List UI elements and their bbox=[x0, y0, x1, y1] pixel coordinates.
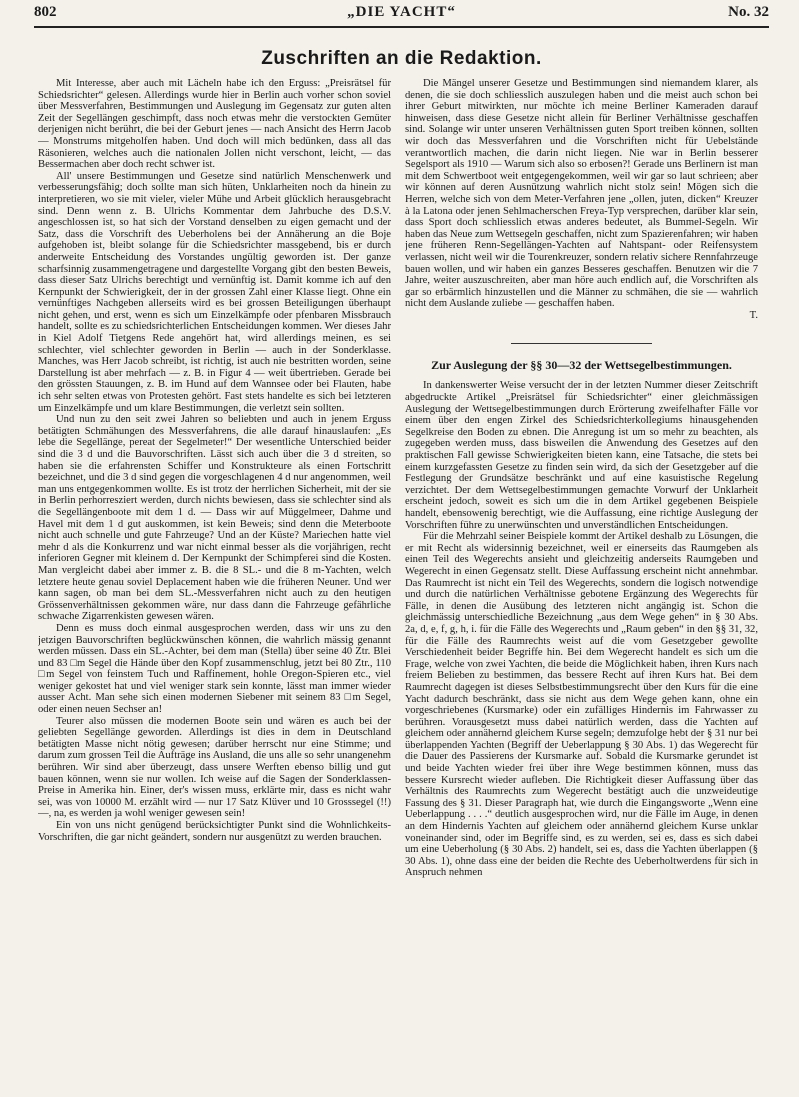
section-heading: Zur Auslegung der §§ 30—32 der Wettsegelbestimmungen. bbox=[431, 358, 732, 373]
paragraph: Die Mängel unserer Gesetze und Bestimmungen sind niemandem klarer, als denen, die sie doch schliesslich auszulegen haben und die meist auch schon bei ihrer Geburt mitwirkten, nur möchte ich meine Berliner Kameraden darauf hinweisen, dass diese Gesetze nicht allein für Berliner Verhältnisse geschaffen sind. Solange wir unter unseren Verhältnissen guten Sport treiben können, sollten wir doch das Messverfahren und die Vorschriften nicht für Uebelstände verantwortlich machen, die darin nicht liegen. Nie war in Berlin besserer Segelsport als 1910 — Warum sich also so erbosen?! Gerade uns Berlinern ist man mit dem Schwertboot weit entgegengekommen, weil wir gar so laut schrieen; aber wir können auf deren Ausnützung wahrlich nicht stolz sein! Mögen sich die Herren, welche sich von dem Meter-Verfahren jene „ollen, juten, dicken“ Kreuzer à la Latona oder jenen Sehlmacherschen Freya-Typ versprechen, darüber klar sein, dass Sport doch schliesslich etwas anderes bedeutet, als Bummel-Segeln. Wir haben das Neue zum Wettsegeln geschaffen, nicht zum Spazierenfahren; wir haben jene früheren Renn-Segellängen-Yachten auf Nahtspant- oder Reifensystem verlassen, nicht weil wir die Tourenkreuzer, sondern relativ sichere Rennfahrzeuge bauen wollen, und wir haben ein ganzes Besseres geschaffen. Benutzen wir die 7 Jahre, weiter auszuschreiten, aber man höre auch endlich auf, die Vorschriften als gar so erbärmlich hinzustellen und die Männer zu schmähen, die sie — wahrlich nicht dem Auslande zuliebe — geschaffen haben. bbox=[405, 78, 758, 310]
page-header bbox=[34, 4, 769, 26]
paragraph: Mit Interesse, aber auch mit Lächeln habe ich den Erguss: „Preisrätsel für Schiedsrichter“ gelesen. Allerdings wurde hier in Berlin auch vorher schon soviel über Messverfahren, Bestimmungen und Auslegung im Gegensatz zur guten alten Zeit der Segellängen geschimpft, dass noch etwas mehr die verstockten Gemüter derjenigen nicht berührt, die bei der Geburt jenes — nach Ansicht des Herrn Jacob — Monstrums mitgeholfen haben. Und doch will mich bedünken, dass all das Räsonieren, welches auch die nationalen Jollen nicht verschont, leicht, — das Bessermachen aber doch recht schwer ist. bbox=[38, 78, 391, 171]
page-title: Zuschriften an die Redaktion. bbox=[261, 48, 542, 69]
left-column bbox=[38, 78, 391, 1090]
paragraph: Und nun zu den seit zwei Jahren so beliebten und auch in jenem Erguss betätigten Schmähungen des Messverfahrens, die alle darauf hinauslaufen: „Es lebe die Segellänge, pereat der Segelmeter!“ Der wesentliche Unterschied beider sind die 3 d und die Bauvorschriften. Lässt sich auch über die 3 d streiten, so haben sie die erfahrensten Schiffer und Konstrukteure als einen Fortschritt bezeichnet, und die 3 d sind gegen die vorgeschlagenen 4 d nur angenommen, weil man uns entgegenkommen wollte. Es ist trotz der herrlichen Sicherheit, mit der sie in Berlin perhorresziert werden, durch nichts bewiesen, dass sie schlechter sind als die Segellängenboote mit dem 1 d. — Dass wir auf Müggelmeer, Dahme und Havel mit dem 1 d gut auskommen, ist kein Beweis; sind denn die Meterboote nicht auch schnelle und gute Fahrzeuge? Und an der Küste? Mariechen hatte viel mehr d als die Konkurrenz und war nicht einmal besser als die vorjährigen, recht inferioren Gegner mit kleinem d. Der Kernpunkt der Schimpferei sind die Kosten. Man vergleicht dabei aber immer z. B. die 8 SL.- und die 8 m-Yachten, welch letztere heute genau soviel Deplacement haben wie die früheren Neuner. Und wer kann sagen, ob man bei dem SL.-Messverfahren nicht auch zu den heutigen Grössenverhältnissen gekommen wäre, nur dass dann die Fahrzeuge gefährliche schwache Zigarrenkisten gewesen wären. bbox=[38, 414, 391, 623]
issue-number: No. 32 bbox=[728, 4, 769, 20]
page-number: 802 bbox=[34, 4, 57, 20]
paragraph: Teurer also müssen die modernen Boote sein und wären es auch bei der geliebten Segellänge geworden. Allerdings ist dies in dem in Deutschland betätigten Masse nicht nötig gewesen; darüber herrscht nur eine Stimme; und darum zum grossen Teil die Aufträge ins Ausland, die uns alle so sehr unangenehm berühren. Wir sind aber überzeugt, dass unsere Werften ebenso billig und gut bauen können, wenn sie nur wollen. Ich weise auf die Sagen der Sonderklassen-Preise in Amerika hin. Einer, der's wissen muss, erklärte mir, dass es nicht wahr sei, was von 10000 M. erzählt wird — nur 17 Satz Klüver und 10 Grosssegel (!!) —, na, es werden ja wohl weniger gewesen sein! bbox=[38, 715, 391, 820]
paragraph: Für die Mehrzahl seiner Beispiele kommt der Artikel deshalb zu Lösungen, die er mit Recht als widersinnig bezeichnet, weil er einerseits das Raumgeben als einen Teil des Wegerechts ansieht und gleichzeitig anderseits Raumgeben und Wegerecht in einen Gegensatz stellt. Diese Auffassung erscheint nicht annehmbar. Das Raumrecht ist nicht ein Teil des Wegerechts, sondern die logisch notwendige und durch die natürlichen Verhältnisse gebotene Ergänzung des Wegerechts für Fälle, in denen die Ausübung des letzteren nicht angängig ist. Schon die gleichmässig unterschiedliche Bezeichnung „aus dem Wege gehen“ in § 30 Abs. 2a, d, e, f, g, h, i. für die Fälle des Wegerechts und „Raum geben“ in den §§ 31, 32, für die Fälle des Raumrechts weist auf die vom Gesetzgeber gewollte Verschiedenheit beider Begriffe hin. Bei dem Wegerecht handelt es sich um die Frage, welche von zwei Yachten, die beide die Möglichkeit haben, ihren Kurs nach freiem Belieben zu bestimmen, das bessere Recht auf ihren Kurs hat. Bei dem Raumrecht dagegen ist dieses Selbstbestimmungsrecht über den Kurs für die eine Yacht dadurch beschränkt, dass sie nicht aus dem Wege gehen kann, ohne ein vorgeschriebenes (Kursmarke) oder ein zufälliges Hindernis im Fahrwasser zu berühren. Vorausgesetzt muss dabei natürlich werden, dass die Yachten auf gleichem oder annähernd gleichem Kurse segeln; demzufolge hebt der § 31 nur bei überlappenden Yachten (Begriff der Ueberlappung § 30 Abs. 1) das Wegerecht für die Dauer des Passierens der Kursmarke auf. Sobald die Kursmarke gerundet ist und beide Yachten wieder frei über ihre Wege bestimmen können, muss das bessere Kursrecht wieder aufleben. Die Richtigkeit dieser Auffassung über das Verhältnis des Raumrechts zum Wegerecht bestätigt auch die unzweideutige Fassung des § 31. Dieser Paragraph hat, wie durch die Eingangsworte „Wenn eine Ueberlappung . . . .“ deutlich ausgesprochen wird, nur die Fälle im Auge, in denen an dem Hindernis Yachten auf gleichem oder annähernd gleichem Kurse unklar voneinander sind, oder im Begriffe sind, es zu werden, sei es, dass es sich dabei um eine Ueberholung (§ 30 Abs. 2) handelt, sei es, dass die Yachten überlappen (§ 30 Abs. 1), ohne dass eine der beiden die Rechte des Ueberholtwerdens für sich in Anspruch nehmen bbox=[405, 531, 758, 879]
paragraph: Denn es muss doch einmal ausgesprochen werden, dass wir uns zu den jetzigen Bauvorschriften beglückwünschen können, die wahrlich mässig genannt werden müssen. Dass ein SL.-Achter, bei dem man (Stella) über seine 40 Ztr. Blei und 83 □m Segel die Hände über den Kopf zusammenschlug, jetzt bei 80 Ztr., 110 □m Segel von feinstem Tuch und Raffinement, hohle Oregon-Spieren etc., viel weniger gekostet hat und viel weniger stark sein konnte, lässt man immer wieder ausser Acht. Man sehe sich einen modernen Siebener mit seinem 83 □m Segel, oder einen neuen Sechser an! bbox=[38, 622, 391, 716]
paragraph: Ein von uns nicht genügend berücksichtigter Punkt sind die Wohnlichkeits-Vorschriften, die gar nicht geändert, sondern nur ausgenützt zu werden brauchen. bbox=[38, 820, 391, 843]
paragraph: All' unsere Bestimmungen und Gesetze sind natürlich Menschenwerk und verbesserungsfähig; doch sollte man sich hüten, Unklarheiten noch da hinein zu interpretieren, wo sie mit vieler, vieler Mühe und Arbeit glücklich herausgebracht sind. Denn wenn z. B. Ulrichs Kommentar dem Jahrbuche des D.S.V. angeschlossen ist, so hat sich der Vorstand denselben zu eigen gemacht und der Satz, dass die Vorschrift des Ueberholens bei der Annäherung an die Boje aufgehoben ist, bleibt solange für die Schiedsrichter massgebend, bis er durch anderweite Entscheidung des Vorstandes ungültig geworden ist. Der ganze scharfsinnig zusammengetragene und dargestellte Vorgang gibt den besten Beweis, dass dieser Satz Ulrichs berechtigt und vernünftig ist. Damit komme ich auf den Kernpunkt der Schwierigkeit, der in der grossen Zahl einer Klasse liegt. Ohne ein vernünftiges Nachgeben allerseits wird es bei grossen Beteiligungen überhaupt nicht gehen, und erst, wenn es sich um Einzelkämpfe oder pfenbaren Missbrauch handelt, sollte es zu schiedsrichterlichen Entscheidungen kommen. Wer dieses Jahr in Kiel Adolf Tietgens Rede angehört hat, wird allerdings meinen, es sei schlechter, viel schlechter geworden in Berlin — auch in der Sonderklasse. Manches, was Herr Jacob schreibt, ist richtig, ist auch nie bestritten worden, seine Darstellung ist aber mehrfach — z. B. in Figur 4 — weit übertrieben. Gerade bei den grössten Stauungen, z. B. im Hund auf dem Wannsee oder bei Flauten, habe ich sehr selten etwas von Protesten gehört. Fast stets handelte es sich bei letzteren um Einzelkämpfe und um klare Bestimmungen, die verletzt sein sollten. bbox=[38, 170, 391, 414]
header-rule bbox=[34, 26, 769, 28]
section-divider bbox=[511, 343, 652, 344]
right-column bbox=[405, 78, 758, 1090]
journal-title: „DIE YACHT“ bbox=[347, 4, 456, 20]
letter-signature: T. bbox=[749, 309, 758, 321]
paragraph: In dankenswerter Weise versucht der in der letzten Nummer dieser Zeitschrift abgedruckte Artikel „Preisrätsel für Schiedsrichter“ einer gleichmässigen Auslegung der Wettsegelbestimmungen durch Erörterung zweifelhafter Fälle vor einem über den engen Zirkel des Schiedsrichterkollegiums hinausgehenden Segelkreise den Boden zu ebnen. Die Anregung ist um so mehr zu beachten, als zugegeben werden muss, dass bisweilen die Anwendung des Gesetzes auf den praktischen Fall gewisse Schwierigkeiten bieten kann, eine Tatsache, die stets bei einem kurzgefassten Gesetze zu finden sein wird, da sich der Gesetzgeber auf die Festlegung der Grundsätze beschränkt und auf eine kasuistische Regelung verzichtet. Der dem Wettsegelbestimmungen gemachte Vorwurf der Unklarheit erscheint jedoch, soweit es sich um die in dem Artikel gegebenen Beispiele handelt, ebensowenig berechtigt, wie die Auffassung, eine richtige Auslegung der Vorschriften führe zu unerwünschten und unverständlichen Entscheidungen. bbox=[405, 380, 758, 531]
